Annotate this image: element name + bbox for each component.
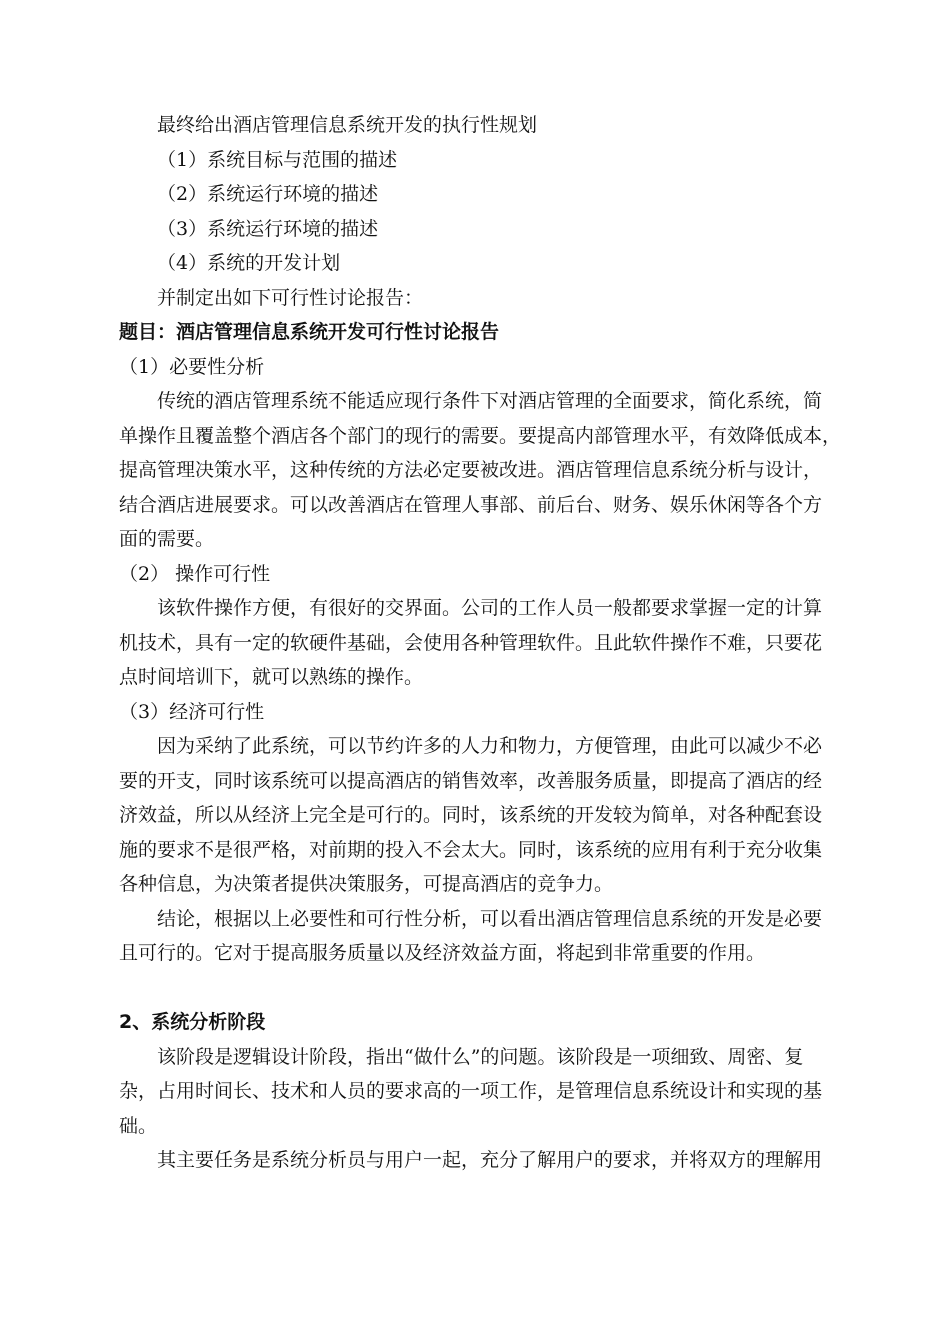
conclusion-line: 且可行的。它对于提高服务质量以及经济效益方面，将起到非常重要的作用。 [119,942,766,964]
economic-line: 各种信息，为决策者提供决策服务，可提高酒店的竞争力。 [119,873,614,895]
conclusion-line: 结论，根据以上必要性和可行性分析，可以看出酒店管理信息系统的开发是必要 [157,907,823,930]
document-page [119,108,842,1178]
section-spacer [119,971,831,1006]
section2-para2-line: 其主要任务是系统分析员与用户一起，充分了解用户的要求，并将双方的理解用 [157,1149,823,1171]
section2-para1-line: 础。 [119,1114,158,1137]
section2-para1-line: 杂，占用时间长、技术和人员的要求高的一项工作，是管理信息系统设计和实现的基 [119,1080,823,1102]
necessity-line: 面的需要。 [119,528,215,550]
economic-line: 济效益，所以从经济上完全是可行的。同时，该系统的开发较为简单，对各种配套设 [119,804,823,826]
operation-line: 该软件操作方便，有很好的交界面。公司的工作人员一般都要求掌握一定的计算 [157,597,823,619]
operation-line: 点时间培训下，就可以熟练的操作。 [119,666,424,688]
necessity-line: 提高管理决策水平，这种传统的方法必定要被改进。酒店管理信息系统分析与设计， [119,459,823,481]
operation-heading: （2） 操作可行性 [119,562,271,585]
economic-heading: （3）经济可行性 [119,700,265,723]
necessity-line: 单操作且覆盖整个酒店各个部门的现行的需要。要提高内部管理水平，有效降低成本， [119,424,842,447]
economic-line: 因为采纳了此系统，可以节约许多的人力和物力，方便管理，由此可以减少不必 [157,735,823,757]
economic-line: 施的要求不是很严格，对前期的投入不会太大。同时，该系统的应用有利于充分收集 [119,838,823,861]
report-title: 题目：酒店管理信息系统开发可行性讨论报告 [119,321,500,343]
intro-closing: 并制定出如下可行性讨论报告： [157,286,424,309]
section2-para1-line: 该阶段是逻辑设计阶段，指出“做什么”的问题。该阶段是一项细致、周密、复 [157,1045,804,1068]
necessity-heading: （1）必要性分析 [119,355,265,378]
section2-heading: 2、系统分析阶段 [119,1011,266,1033]
necessity-line: 结合酒店进展要求。可以改善酒店在管理人事部、前后台、财务、娱乐休闲等各个方 [119,493,823,516]
intro-item: （3）系统运行环境的描述 [157,217,379,240]
intro-item: （1）系统目标与范围的描述 [157,148,398,171]
intro-lead: 最终给出酒店管理信息系统开发的执行性规划 [157,114,538,136]
operation-line: 机技术，具有一定的软硬件基础，会使用各种管理软件。且此软件操作不难，只要花 [119,631,823,654]
necessity-line: 传统的酒店管理系统不能适应现行条件下对酒店管理的全面要求，简化系统，简 [157,390,823,412]
economic-line: 要的开支，同时该系统可以提高酒店的销售效率，改善服务质量，即提高了酒店的经 [119,769,823,792]
intro-item: （4）系统的开发计划 [157,252,341,274]
intro-item: （2）系统运行环境的描述 [157,183,379,205]
